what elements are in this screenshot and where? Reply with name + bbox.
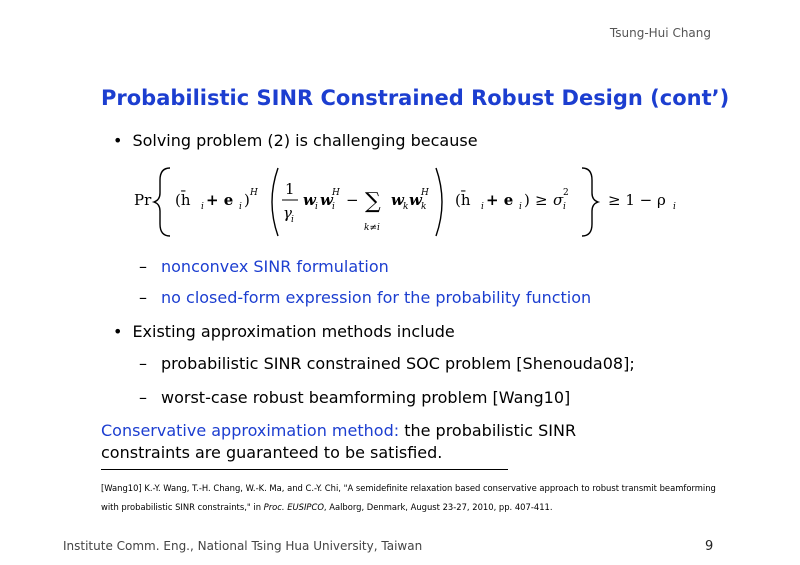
eq-sup-2: 2 xyxy=(563,188,569,198)
sub-item-nonconvex xyxy=(139,257,389,276)
bullet-text: Existing approximation methods include xyxy=(132,322,455,341)
eq-h-term: (h̄ xyxy=(175,191,191,209)
eq-sub-i1: i xyxy=(201,202,204,212)
sub-item-no-closed-form xyxy=(139,288,591,307)
conclusion-lead: Conservative approximation method: xyxy=(101,421,400,440)
left-brace xyxy=(154,168,170,236)
page-number: 9 xyxy=(705,539,714,554)
eq-pr: Pr xyxy=(134,191,152,209)
eq-plus-e: + e xyxy=(206,191,234,209)
conclusion-rest: the probabilistic SINR constraints are guaranteed to be satisfied. xyxy=(101,421,577,462)
eq-w1: w xyxy=(303,191,316,209)
right-brace xyxy=(582,168,598,236)
slide-title: Probabilistic SINR Constrained Robust Design (cont’) xyxy=(101,86,730,110)
bullet-dot: • xyxy=(113,322,123,341)
sub-text: probabilistic SINR constrained SOC problem [Shenouda08]; xyxy=(161,354,635,373)
dash: – xyxy=(139,388,147,407)
conclusion-text xyxy=(101,420,621,464)
reference-tail: , Aalborg, Denmark, August 23-27, 2010, pp. 407-411. xyxy=(323,502,553,512)
reference-wang10 xyxy=(101,479,721,517)
eq-sub-k2: k xyxy=(421,202,427,212)
eq-sub-i2: i xyxy=(239,202,242,212)
reference-venue: Proc. EUSIPCO xyxy=(263,502,324,512)
eq-sum: ∑ xyxy=(365,189,381,214)
eq-plus-e-2: + e xyxy=(486,191,514,209)
bullet-dot: • xyxy=(113,131,123,150)
footnote-rule xyxy=(101,469,508,470)
eq-w2: w xyxy=(320,191,333,209)
eq-close-paren: ) xyxy=(244,191,250,209)
dash: – xyxy=(139,257,147,276)
eq-k-neq-i: k≠i xyxy=(364,223,380,233)
right-paren xyxy=(436,168,442,236)
eq-w3: w xyxy=(391,191,404,209)
eq-sub-i9: i xyxy=(673,202,676,212)
sub-text: worst-case robust beamforming problem [Wang10] xyxy=(161,388,571,407)
sub-text: no closed-form expression for the probability function xyxy=(161,288,592,307)
dash: – xyxy=(139,288,147,307)
author-name: Tsung-Hui Chang xyxy=(609,26,711,40)
eq-sub-i4: i xyxy=(315,202,318,212)
eq-minus: − xyxy=(346,191,359,209)
eq-rhs: ≥ 1 − ρ xyxy=(608,191,666,209)
eq-sup-H2: H xyxy=(332,188,340,198)
left-paren xyxy=(272,168,278,236)
eq-sup-H3: H xyxy=(421,188,429,198)
eq-sup-H1: H xyxy=(250,188,258,198)
probability-equation xyxy=(128,158,688,242)
bullet-existing xyxy=(113,322,455,341)
sub-item-worst-case xyxy=(139,388,570,407)
eq-sub-i7: i xyxy=(519,202,522,212)
sub-item-soc xyxy=(139,354,635,373)
sub-text: nonconvex SINR formulation xyxy=(161,257,389,276)
eq-sub-i3: i xyxy=(291,215,294,225)
eq-sigma: σ xyxy=(553,191,564,209)
eq-sub-i8: i xyxy=(563,202,566,212)
eq-sub-i5: i xyxy=(332,202,335,212)
eq-sub-k1: k xyxy=(403,202,409,212)
dash: – xyxy=(139,354,147,373)
reference-text: [Wang10] K.-Y. Wang, T.-H. Chang, W.-K. Ma, and C.-Y. Chi, "A semidefinite relaxation based conservative approach to robust transmit beamforming with probabilistic SINR constraints," in xyxy=(101,483,716,512)
eq-h-term-2: (h̄ xyxy=(455,191,471,209)
eq-sub-i6: i xyxy=(481,202,484,212)
bullet-text: Solving problem (2) is challenging because xyxy=(132,131,478,150)
eq-close-paren-2: ) xyxy=(524,191,530,209)
footer-institution: Institute Comm. Eng., National Tsing Hua University, Taiwan xyxy=(63,539,423,553)
bullet-solving xyxy=(113,131,478,150)
eq-geq: ≥ xyxy=(535,191,548,209)
eq-one: 1 xyxy=(285,180,295,198)
eq-w4: w xyxy=(409,191,422,209)
eq-gamma: γ xyxy=(283,204,292,222)
